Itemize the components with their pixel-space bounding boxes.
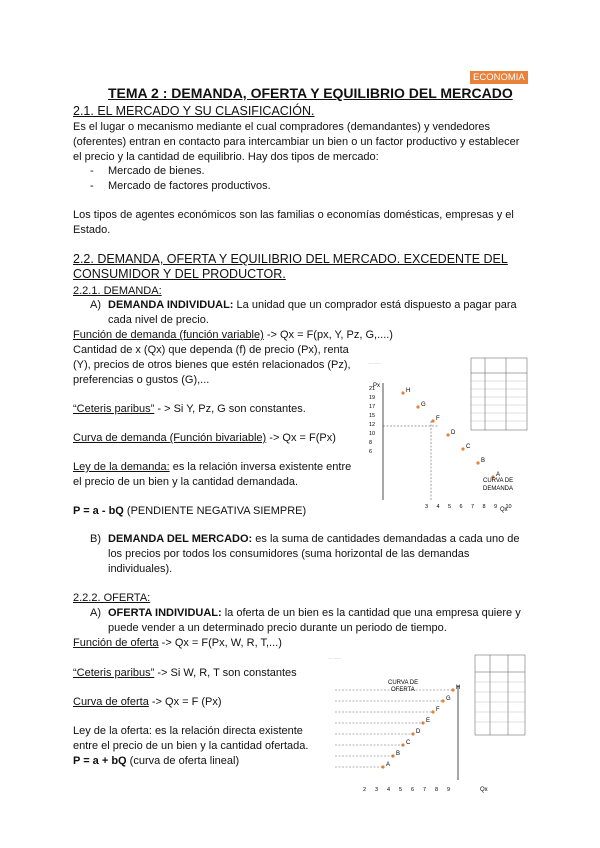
demand-point — [446, 433, 449, 436]
y-tick-label: 6 — [369, 449, 373, 455]
supply-chart — [325, 650, 530, 798]
cantidad-paragraph: Cantidad de x (Qx) que dependa (f) de precio (Px), renta (Y), precios de otros bienes que estén relacionados (Pz), preferencias o gustos (G),... — [73, 344, 351, 386]
point-label: H — [456, 685, 461, 691]
y-tick-label: 8 — [369, 440, 373, 446]
point-label: F — [436, 707, 440, 713]
point-label: D — [451, 430, 456, 436]
x-tick-label: 3 — [375, 787, 379, 793]
x-tick-label: 8 — [435, 787, 439, 793]
x-tick-label: 10 — [505, 504, 512, 510]
x-tick-label: 3 — [425, 504, 429, 510]
demanda-subheading: 2.2.1. DEMANDA: — [73, 285, 162, 297]
supply-title-1: CURVA DE — [388, 680, 419, 686]
demand-point — [401, 391, 404, 394]
demand-point — [476, 461, 479, 464]
mercado-bullet-list — [90, 164, 271, 194]
x-tick-label: 4 — [436, 504, 440, 510]
point-label: A — [496, 472, 501, 478]
point-label: B — [396, 751, 401, 757]
funcion-demanda: Función de demanda (función variable) -> Qx = F(px, Y, Pz, G,....) — [73, 329, 393, 341]
y-tick-label: 10 — [369, 431, 376, 437]
x-tick-label: 8 — [482, 504, 486, 510]
funcion-oferta: Función de oferta -> Qx = F(Px, W, R, T,...) — [73, 637, 282, 649]
subject-badge: ECONOMIA — [470, 71, 528, 84]
x-tick-label: 2 — [363, 787, 367, 793]
page-title: TEMA 2 : DEMANDA, OFERTA Y EQUILIBRIO DEL MERCADO — [108, 85, 513, 101]
demand-chart — [365, 355, 530, 515]
point-label: A — [386, 762, 391, 768]
demanda-formula: P = a - bQ (PENDIENTE NEGATIVA SIEMPRE) — [73, 505, 307, 517]
curva-oferta: Curva de oferta -> Qx = F (Px) — [73, 696, 222, 708]
ceteris-paribus-demanda: “Ceteris paribus” - > Si Y, Pz, G son constantes. — [73, 403, 306, 415]
demanda-individual-item: A) DEMANDA INDIVIDUAL: La unidad que un comprador está dispuesto a pagar para — [90, 299, 517, 311]
supply-title-2: OFERTA — [391, 687, 415, 693]
demanda-mercado-cont: los precios por todos los consumidores (suma horizontal de las demandas individuales). — [108, 548, 470, 575]
point-label: C — [466, 444, 471, 450]
x-tick-label: 6 — [459, 504, 463, 510]
x-tick-label: 5 — [399, 787, 403, 793]
chart-header: ~~ ~~~ — [368, 361, 381, 366]
x-tick-label: 7 — [423, 787, 427, 793]
y-tick-label: 19 — [369, 395, 376, 401]
section-2-2-heading: 2.2. DEMANDA, OFERTA Y EQUILIBRIO DEL MERCADO. EXCEDENTE DEL CONSUMIDOR Y DEL PRODUCTOR. — [73, 252, 508, 281]
oferta-individual-cont: puede vender a un determinado precio durante un periodo de tiempo. — [108, 622, 447, 634]
demand-point — [461, 447, 464, 450]
ley-demanda: Ley de la demanda: es la relación inversa existente entre el precio de un bien y la cantidad demandada. — [73, 461, 352, 488]
point-label: G — [421, 402, 426, 408]
x-tick-label: 9 — [447, 787, 451, 793]
x-tick-label: 4 — [387, 787, 391, 793]
ley-oferta: Ley de la oferta: es la relación directa existente entre el precio de un bien y la cantidad ofertada. — [73, 725, 309, 752]
section-2-1-heading: 2.1. EL MERCADO Y SU CLASIFICACIÓN. — [73, 104, 315, 118]
price-axis-label: Px — [373, 383, 381, 389]
oferta-individual-item: A) OFERTA INDIVIDUAL: la oferta de un bien es la cantidad que una empresa quiere y — [90, 607, 521, 619]
curva-demanda: Curva de demanda (Función bivariable) -> Qx = F(Px) — [73, 432, 336, 444]
demanda-mercado-item: B) DEMANDA DEL MERCADO: es la suma de cantidades demandadas a cada uno de — [90, 533, 520, 545]
point-label: G — [446, 696, 451, 702]
oferta-subheading: 2.2.2. OFERTA: — [73, 592, 151, 604]
mercado-paragraph: Es el lugar o mecanismo mediante el cual compradores (demandantes) y vendedores (oferentes) entran en contacto para intercambiar un bien o un factor productivo y establecer el precio y la cantidad de equilibrio. Hay dos tipos de mercado: — [73, 121, 520, 163]
y-tick-label: 15 — [369, 413, 376, 419]
quantity-axis-label: Qx — [480, 787, 488, 793]
demand-point — [431, 419, 434, 422]
list-item: - Mercado de bienes. — [90, 165, 205, 177]
x-tick-label: 7 — [471, 504, 475, 510]
chart-header: ~~ ~~~ — [328, 656, 341, 661]
demand-table — [471, 358, 527, 430]
list-item: - Mercado de factores productivos. — [90, 180, 271, 192]
x-tick-label: 5 — [448, 504, 452, 510]
y-tick-label: 12 — [369, 422, 376, 428]
demanda-individual-cont: cada nivel de precio. — [108, 314, 209, 326]
quantity-axis-label: Qx — [500, 507, 508, 513]
agentes-paragraph: Los tipos de agentes económicos son las familias o economías domésticas, empresas y el Estado. — [73, 209, 514, 236]
y-tick-label: 17 — [369, 404, 376, 410]
curve-label-2: DEMANDA — [483, 486, 514, 492]
oferta-formula: P = a + bQ (curva de oferta lineal) — [73, 755, 240, 767]
y-tick-label: 21 — [369, 386, 376, 392]
ceteris-paribus-oferta: “Ceteris paribus” -> Si W, R, T son constantes — [73, 667, 297, 679]
point-label: E — [426, 718, 431, 724]
x-tick-label: 9 — [494, 504, 498, 510]
point-label: F — [436, 416, 440, 422]
point-label: H — [406, 388, 411, 394]
supply-table — [475, 655, 525, 735]
x-tick-label: 6 — [411, 787, 415, 793]
point-label: D — [416, 729, 421, 735]
point-label: C — [406, 740, 411, 746]
demand-point — [416, 405, 419, 408]
curve-label-1: CURVA DE — [483, 478, 514, 484]
point-label: B — [481, 458, 486, 464]
